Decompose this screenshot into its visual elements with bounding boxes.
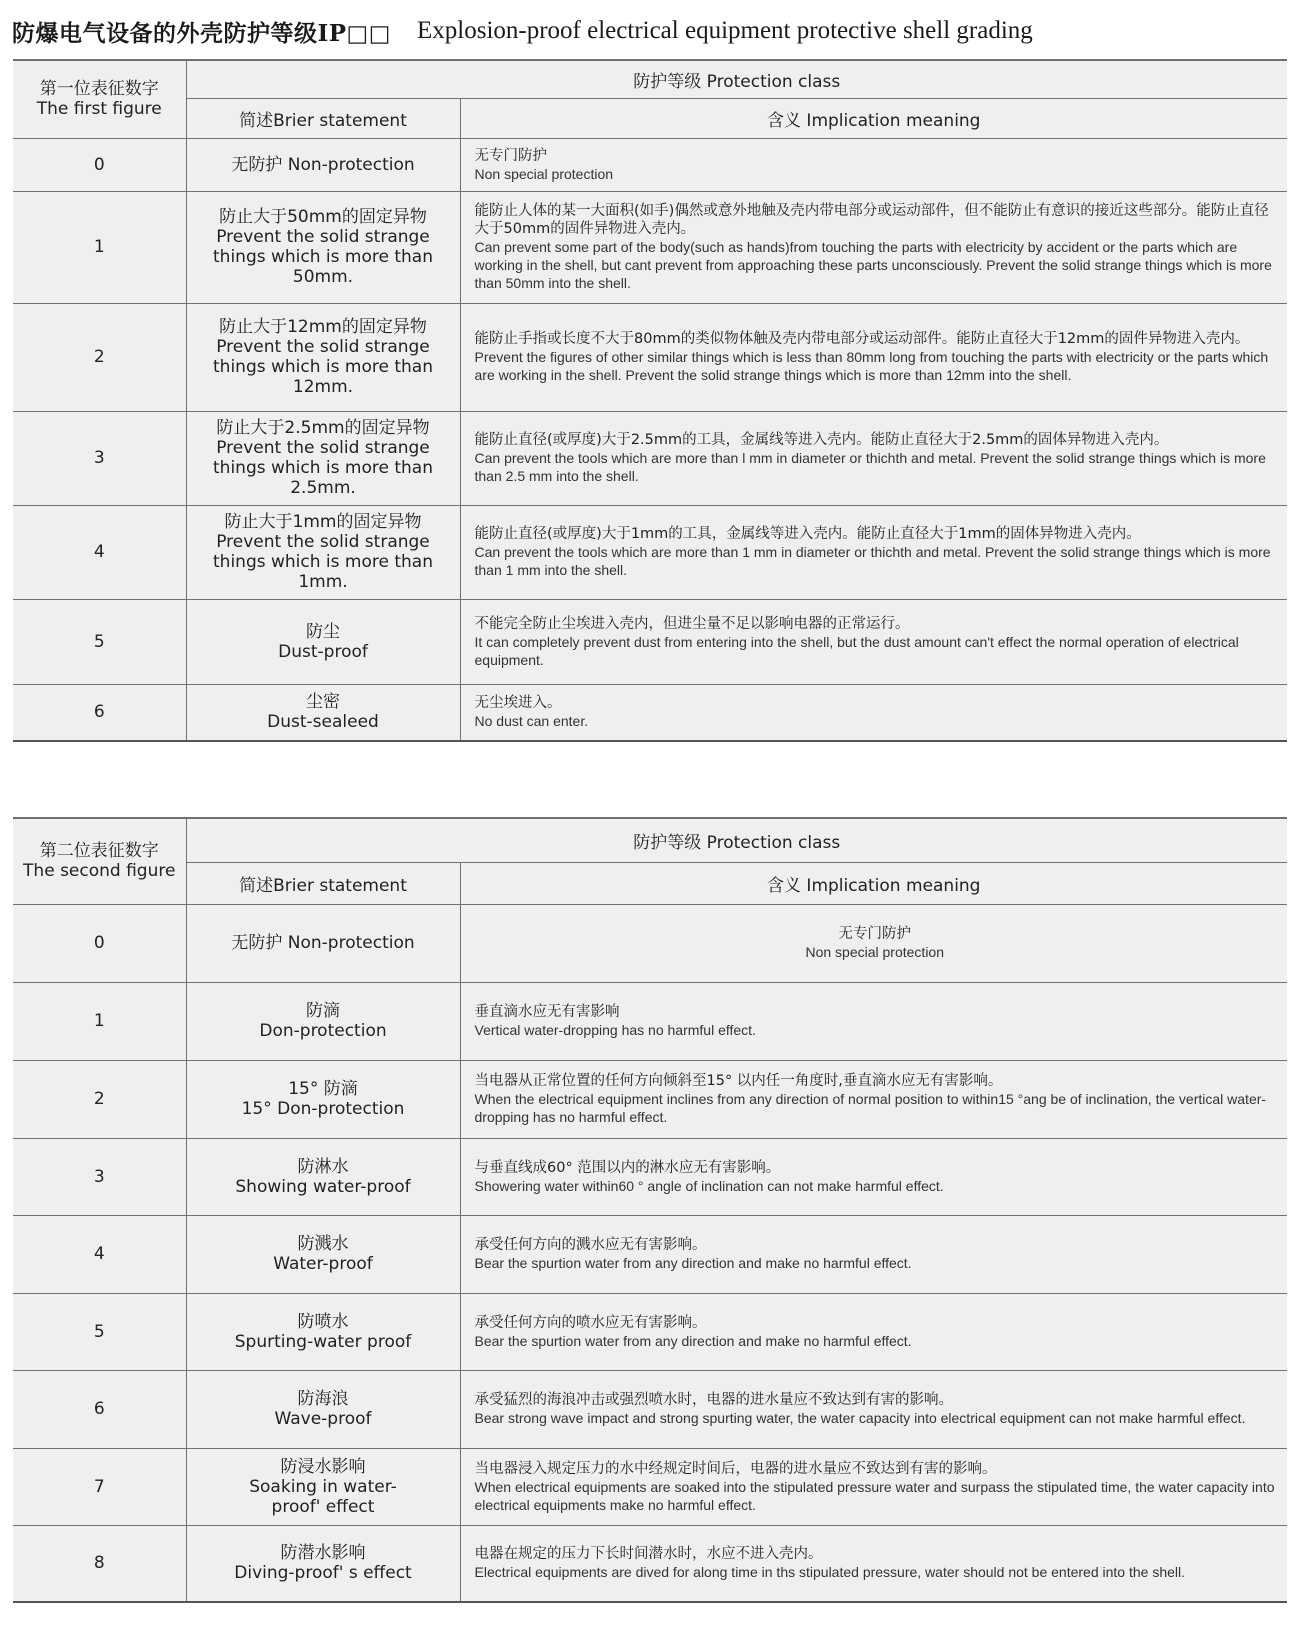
row-meaning: 能防止直径(或厚度)大于1mm的工具，金属线等进入壳内。能防止直径大于1mm的固体异物进入壳内。 Can prevent the tools which are more than 1 mm in diameter or thichth and metal. Prevent the solid strange things which is more than 1 mm into the shell. — [460, 505, 1287, 599]
first-figure-table — [13, 59, 1287, 742]
row-meaning: 能防止手指或长度不大于80mm的类似物体触及壳内带电部分或运动部件。能防止直径大于12mm的固件异物进入壳内。 Prevent the figures of other similar things which is less than 80mm long from touching the parts with electricity or the parts which are working in the shell. Prevent the solid strange things which is more than 12mm into the shell. — [460, 303, 1287, 411]
row-statement: 防止大于1mm的固定异物 Prevent the solid strange things which is more than 1mm. — [186, 505, 460, 599]
table-row — [13, 505, 1287, 599]
table-row — [13, 904, 1287, 982]
row-meaning: 无专门防护 Non special protection — [460, 904, 1287, 982]
table-row — [13, 191, 1287, 303]
row-number: 6 — [13, 1370, 186, 1448]
row-statement: 15° 防滴 15° Don-protection — [186, 1060, 460, 1138]
title-zh: 防爆电气设备的外壳防护等级IP□□ — [12, 19, 392, 47]
row-statement: 防海浪 Wave-proof — [186, 1370, 460, 1448]
protection-class-header: 防护等级 Protection class — [186, 818, 1287, 862]
meaning-header: 含义 Implication meaning — [460, 862, 1287, 904]
row-number: 5 — [13, 599, 186, 684]
table-row — [13, 1060, 1287, 1138]
row-meaning: 电器在规定的压力下长时间潜水时，水应不进入壳内。 Electrical equipments are dived for along time in ths stipulated pressure, water should not be entered into the shell. — [460, 1525, 1287, 1602]
row-meaning: 承受任何方向的喷水应无有害影响。 Bear the spurtion water from any direction and make no harmful effect. — [460, 1293, 1287, 1370]
row-meaning: 当电器从正常位置的任何方向倾斜至15° 以内任一角度时,垂直滴水应无有害影响。 When the electrical equipment inclines from any direction of normal position to within15 °ang be of inclination, the vertical water-dropping has no harmful effect. — [460, 1060, 1287, 1138]
row-statement: 尘密 Dust-sealeed — [186, 684, 460, 741]
row-meaning: 承受任何方向的溅水应无有害影响。 Bear the spurtion water from any direction and make no harmful effect. — [460, 1215, 1287, 1293]
row-statement: 防浸水影响 Soaking in water- proof' effect — [186, 1448, 460, 1525]
row-statement: 防淋水 Showing water-proof — [186, 1138, 460, 1215]
row-number: 1 — [13, 191, 186, 303]
row-number: 8 — [13, 1525, 186, 1602]
row-statement: 防止大于2.5mm的固定异物 Prevent the solid strange things which is more than 2.5mm. — [186, 411, 460, 505]
row-meaning: 当电器浸入规定压力的水中经规定时间后，电器的进水量应不致达到有害的影响。 When electrical equipments are soaked into the stipulated pressure water and surpass the stipulated time, the water capacity into electrical equipments make no harmful effect. — [460, 1448, 1287, 1525]
row-statement: 无防护 Non-protection — [186, 904, 460, 982]
table-row — [13, 303, 1287, 411]
row-number: 1 — [13, 982, 186, 1060]
row-number: 2 — [13, 303, 186, 411]
table-row — [13, 599, 1287, 684]
statement-header: 简述Brier statement — [186, 862, 460, 904]
second-figure-header: 第二位表征数字 The second figure — [13, 818, 186, 904]
row-number: 3 — [13, 411, 186, 505]
row-number: 4 — [13, 505, 186, 599]
row-meaning: 不能完全防止尘埃进入壳内，但进尘量不足以影响电器的正常运行。 It can completely prevent dust from entering into the shell, but the dust amount can't effect the normal operation of electrical equipment. — [460, 599, 1287, 684]
row-statement: 防止大于12mm的固定异物 Prevent the solid strange things which is more than 12mm. — [186, 303, 460, 411]
row-meaning: 承受猛烈的海浪冲击或强烈喷水时，电器的进水量应不致达到有害的影响。 Bear strong wave impact and strong spurting water, the water capacity into electrical equipment can not make harmful effect. — [460, 1370, 1287, 1448]
row-meaning: 无专门防护 Non special protection — [460, 138, 1287, 191]
row-statement: 防止大于50mm的固定异物 Prevent the solid strange things which is more than 50mm. — [186, 191, 460, 303]
page-title — [12, 14, 1288, 48]
second-figure-table — [13, 817, 1287, 1603]
table-row — [13, 1448, 1287, 1525]
row-meaning: 与垂直线成60° 范围以内的淋水应无有害影响。 Showering water within60 ° angle of inclination can not make harmful effect. — [460, 1138, 1287, 1215]
row-statement: 防滴 Don-protection — [186, 982, 460, 1060]
row-number: 3 — [13, 1138, 186, 1215]
table-row — [13, 1293, 1287, 1370]
row-number: 2 — [13, 1060, 186, 1138]
row-statement: 防尘 Dust-proof — [186, 599, 460, 684]
table-row — [13, 138, 1287, 191]
row-number: 5 — [13, 1293, 186, 1370]
row-meaning: 无尘埃进入。 No dust can enter. — [460, 684, 1287, 741]
first-figure-header: 第一位表征数字 The first figure — [13, 60, 186, 138]
row-meaning: 能防止人体的某一大面积(如手)偶然或意外地触及壳内带电部分或运动部件，但不能防止有意识的接近这些部分。能防止直径大于50mm的固件异物进入壳内。 Can prevent some part of the body(such as hands)from touching the parts with electricity by accident or the parts which are working in the shell, but cant prevent from approaching these parts unconsciously. Prevent the solid strange things which is more than 50mm into the shell. — [460, 191, 1287, 303]
row-number: 7 — [13, 1448, 186, 1525]
table-row — [13, 411, 1287, 505]
row-number: 0 — [13, 904, 186, 982]
meaning-header: 含义 Implication meaning — [460, 98, 1287, 138]
row-statement: 无防护 Non-protection — [186, 138, 460, 191]
table-row — [13, 684, 1287, 741]
row-number: 0 — [13, 138, 186, 191]
table-row — [13, 982, 1287, 1060]
table-row — [13, 1370, 1287, 1448]
row-meaning: 垂直滴水应无有害影响 Vertical water-dropping has no harmful effect. — [460, 982, 1287, 1060]
row-meaning: 能防止直径(或厚度)大于2.5mm的工具，金属线等进入壳内。能防止直径大于2.5mm的固体异物进入壳内。 Can prevent the tools which are more than l mm in diameter or thichth and metal. Prevent the solid strange things which is more than 2.5 mm into the shell. — [460, 411, 1287, 505]
row-statement: 防溅水 Water-proof — [186, 1215, 460, 1293]
statement-header: 简述Brier statement — [186, 98, 460, 138]
title-en: Explosion-proof electrical equipment protective shell grading — [417, 17, 1033, 44]
protection-class-header: 防护等级 Protection class — [186, 60, 1287, 98]
table-row — [13, 1215, 1287, 1293]
row-number: 4 — [13, 1215, 186, 1293]
row-statement: 防喷水 Spurting-water proof — [186, 1293, 460, 1370]
row-statement: 防潜水影响 Diving-proof' s effect — [186, 1525, 460, 1602]
row-number: 6 — [13, 684, 186, 741]
table-row — [13, 1138, 1287, 1215]
table-row — [13, 1525, 1287, 1602]
